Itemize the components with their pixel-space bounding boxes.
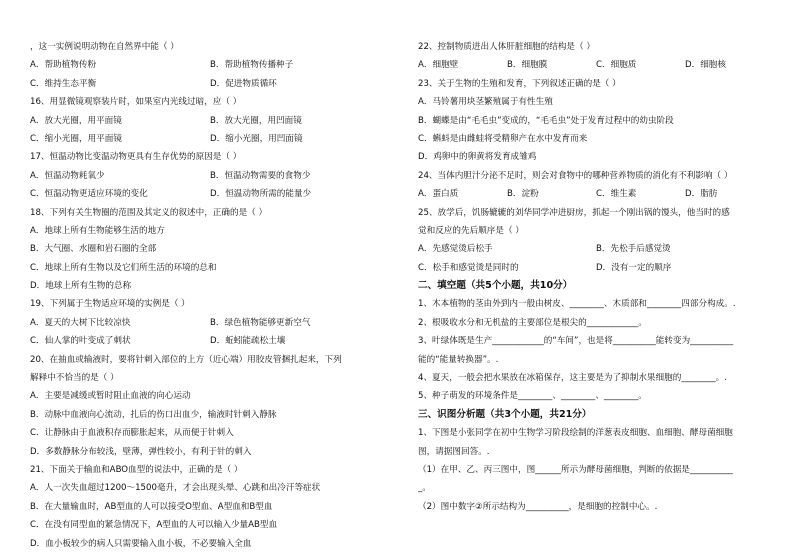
q20-b: B．动脉中血液向心流动，扎后的伤口出血少，输液时针刺入静脉 [30, 409, 277, 420]
sec2-head: 二、填空题（共5个小题，共10分） [418, 280, 573, 292]
option-a: A．蛋白质 [418, 189, 459, 200]
option-d: D．脂肪 [685, 189, 718, 200]
option-a: A．放大光圈，用平面镜 [30, 115, 122, 126]
q25-opts-2 [418, 259, 774, 277]
left-column [30, 38, 390, 553]
q18-stem: 18、下列有关生物圈的范围及其定义的叙述中，正确的是（ ） [30, 207, 268, 218]
option-a: C．恒温动物更适应环境的变化 [30, 189, 148, 200]
q23-d: D．鸡卵中的卵黄将发育成雏鸡 [418, 152, 537, 163]
f2: 2、根吸收水分和无机盐的主要部位是根尖的____________。 [418, 317, 647, 328]
q21-d: D．血小板较少的病人只需要输入血小板，不必要输入全血 [30, 538, 252, 549]
q25-stem-2: 觉和反应的先后顺序是（ ） [418, 225, 524, 236]
option-b: D．促进物质循环 [210, 78, 277, 89]
option-a: A．帮助植物传粉 [30, 60, 97, 71]
option-b: B．恒温动物需要的食物少 [210, 170, 311, 181]
option-a: A．先感觉烫后松手 [418, 244, 493, 255]
r1-q1-2: _。 [418, 483, 431, 494]
q16-opts-1 [30, 112, 390, 130]
q20-stem-2: 解释中不恰当的是（ ） [30, 373, 119, 384]
option-b: D．蚯蚓能疏松土壤 [210, 336, 286, 347]
q21-c: C．在没有同型血的紧急情况下，A型血的人可以输入少量AB型血 [30, 520, 278, 531]
r1-1: 1、下图是小张同学在初中生物学习阶段绘制的洋葱表皮细胞、血细胞、酵母菌细胞 [418, 428, 733, 439]
r1-q2: （2）图中数字②所示结构为__________，是细胞的控制中心。. [418, 501, 658, 512]
q19-opts-2 [30, 332, 390, 350]
option-a: C．维持生态平衡 [30, 78, 97, 89]
option-b: D．恒温动物所需的能量少 [210, 189, 312, 200]
q18-b: B．大气圈、水圈和岩石圈的全部 [30, 244, 157, 255]
q23-stem: 23、关于生物的生殖和发育，下列叙述正确的是（ ） [418, 78, 621, 89]
q19-opts-1 [30, 314, 390, 332]
option-a: C．仙人掌的叶变成了刺状 [30, 336, 131, 347]
q23-b: B．蝴蝶是由“毛毛虫”变成的，“毛毛虫”处于发育过程中的幼虫阶段 [418, 115, 674, 126]
q18-a: A．地球上所有生物能够生活的地方 [30, 225, 165, 236]
option-b: B．帮助植物传播种子 [210, 60, 294, 71]
q20-c: C．让静脉由于血液积存而膨胀起来，从而便于针刺入 [30, 428, 234, 439]
f4: 4、夏天，一般会把水果放在冰箱保存，这主要是为了抑制水果细胞的________。. [418, 373, 727, 384]
q17-opts-2 [30, 185, 390, 203]
r1-2: 图，请据图回答。. [418, 446, 490, 457]
option-c: C．细胞质 [596, 60, 637, 71]
option-a: C．松手和感觉烫是同时的 [418, 262, 519, 273]
q20-a: A．主要是减缓或暂时阻止血液的向心运动 [30, 391, 191, 402]
option-b: B．先松手后感觉烫 [596, 244, 671, 255]
q21-b: B．在大量输血时，AB型血的人可以接受O型血、A型血和B型血 [30, 501, 273, 512]
q18-c: C．地球上所有生物以及它们所生活的环境的总和 [30, 262, 217, 273]
option-b: B．淀粉 [507, 189, 539, 200]
q17-stem: 17、恒温动物比变温动物更具有生存优势的原因是（ ） [30, 152, 242, 163]
q25-opts-1 [418, 240, 774, 258]
q20-stem-1: 20、在抽血或输液时，要将针刺入部位的上方（近心端）用胶皮管捆扎起来，下列 [30, 354, 342, 365]
q18-d: D．地球上所有生物的总称 [30, 281, 132, 292]
q23-c: C．蝌蚪是由雌蛙将受精卵产在水中发育而来 [418, 133, 588, 144]
q19-stem: 19、下列属于生物适应环境的实例是（ ） [30, 299, 190, 310]
q22-opts [418, 56, 774, 74]
q17-opts-1 [30, 167, 390, 185]
option-b: D．缩小光圈，用凹面镜 [210, 133, 303, 144]
option-a: A．恒温动物耗氧少 [30, 170, 105, 181]
option-c: C．维生素 [596, 189, 637, 200]
option-b: B．细胞膜 [507, 60, 548, 71]
option-d: D．细胞核 [685, 60, 726, 71]
option-b: B．放大光圈，用凹面镜 [210, 115, 302, 126]
q20-d: D．多数静脉分布较浅，壁薄，弹性较小，有利于针的刺入 [30, 446, 252, 457]
q24-opts [418, 185, 774, 203]
q24-stem: 24、当体内胆汁分泌不足时，则会对食物中的哪种营养物质的消化有不利影响（ ） [418, 170, 733, 181]
f1: 1、木本植物的茎由外到内一般由树皮、________、木质部和________四部分构成。. [418, 299, 736, 310]
option-a: C．缩小光圈，用平面镜 [30, 133, 122, 144]
option-b: B．绿色植物能够更新空气 [210, 317, 311, 328]
f3-2: 能的“能量转换器”。. [418, 354, 499, 365]
sec3-head: 三、识图分析题（共3个小题，共21分） [418, 408, 592, 420]
q15-stem: ，这一实例说明动物在自然界中能（ ） [30, 42, 179, 52]
q16-opts-2 [30, 130, 390, 148]
f3-1: 3、叶绿体既是生产____________的“车间”，也是将__________能转变为__________ [418, 336, 734, 347]
q15-opts-2 [30, 75, 390, 93]
right-column [418, 38, 774, 516]
q15-opts-1 [30, 56, 390, 74]
q16-stem: 16、用显微镜观察装片时，如果室内光线过暗，应（ ） [30, 97, 242, 108]
option-a: A．夏天的大树下比较凉快 [30, 317, 131, 328]
q21-a: A．人一次失血超过1200～1500毫升，才会出现头晕、心跳和出冷汗等症状 [30, 483, 321, 494]
option-a: A．细胞壁 [418, 60, 459, 71]
q25-stem-1: 25、放学后，饥肠辘辘的刘华同学冲进厨房，抓起一个刚出锅的馒头，他当时的感 [418, 207, 730, 218]
f5: 5、种子萌发的环境条件是________、________、________。 [418, 391, 647, 402]
q22-stem: 22、控制物质进出人体肝脏细胞的结构是（ ） [418, 42, 595, 52]
q23-a: A．马铃薯用块茎繁殖属于有性生殖 [418, 97, 553, 108]
r1-q1-1: （1）在甲、乙、丙三图中，图______所示为酵母菌细胞，判断的依据是__________ [418, 464, 733, 475]
option-b: D．没有一定的顺序 [596, 262, 672, 273]
q21-stem: 21、下面关于输血和ABO血型的说法中，正确的是（ ） [30, 464, 243, 475]
